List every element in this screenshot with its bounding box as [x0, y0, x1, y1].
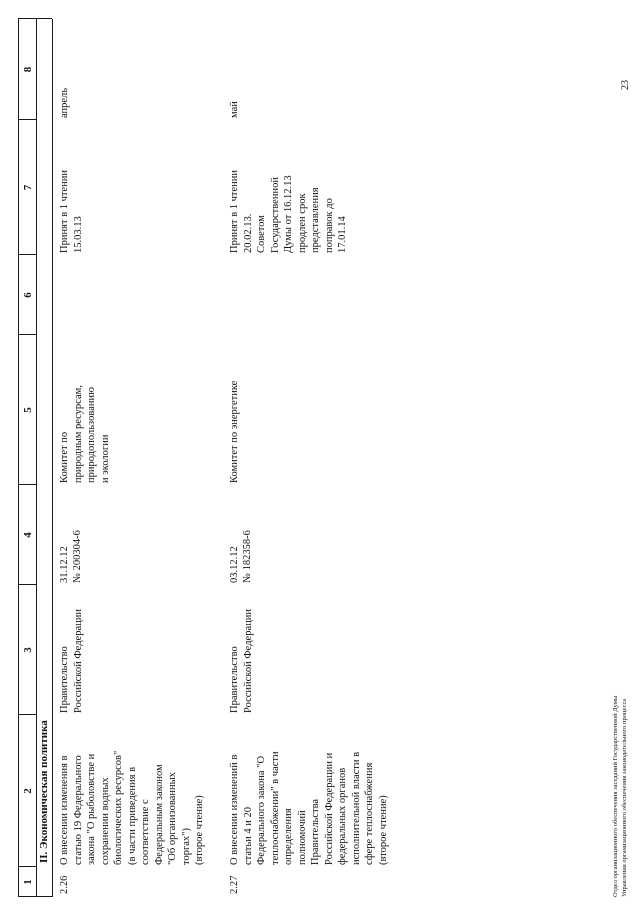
column-number: 5: [22, 407, 34, 413]
column-number: 6: [22, 292, 34, 298]
planned-month: апрель: [59, 87, 70, 118]
bill-date: 03.12.12: [229, 546, 240, 583]
responsible-committee: Комитет по природным ресурсам, природопользованию и экологии: [59, 385, 111, 483]
bill-date: 31.12.12: [59, 546, 70, 583]
row-number: 2.27: [229, 875, 240, 894]
column-number: 4: [22, 532, 34, 538]
row-number: 2.26: [59, 875, 70, 894]
section-row-border: [52, 19, 53, 897]
column-number: 3: [22, 647, 34, 653]
responsible-committee: Комитет по энергетике: [229, 380, 240, 483]
bill-status: Принят в 1 чтении 20.02.13. Советом Государственной Думы от 16.12.13 продлен срок представления поправок до 17.01.14: [229, 170, 348, 253]
column-number: 2: [22, 788, 34, 794]
page-number: 23: [620, 80, 631, 90]
header-row-border: [36, 19, 37, 897]
table-top-border: [18, 19, 19, 897]
bill-initiator: Правительство Российской Федерации: [229, 609, 254, 713]
planned-month: май: [229, 101, 240, 118]
column-number: 7: [22, 184, 34, 191]
bill-initiator: Правительство Российской Федерации: [59, 609, 84, 713]
bill-status: Принят в 1 чтении 15.03.13: [59, 170, 84, 253]
bill-reg-number: № 182358-6: [242, 530, 253, 583]
column-number: 1: [22, 879, 34, 885]
footer-line-2: Управления организационного обеспечения законодательного процесса: [620, 698, 628, 897]
footer-line-1: Отдел организационного обеспечения заседаний Государственной Думы: [612, 695, 619, 897]
bill-title: О внесении изменения в статью 19 Федерального закона "О рыболовстве и сохранении водных биологических ресурсов" (в части приведения в соответствие с Федеральным законом "Об организованных торгах") (второе чтение): [59, 750, 205, 865]
bill-reg-number: № 200304-6: [72, 530, 83, 583]
column-number: 8: [22, 66, 34, 73]
footer-department: [612, 696, 629, 897]
bill-title: О внесении изменений в статьи 4 и 20 Федерального закона "О теплоснабжении" в части определения полномочий Правительства Российской Федерации и федеральных органов исполнительной власти в сфере теплоснабжения (второе чтение): [229, 751, 389, 865]
section-title: II. Экономическая политика: [38, 720, 50, 863]
